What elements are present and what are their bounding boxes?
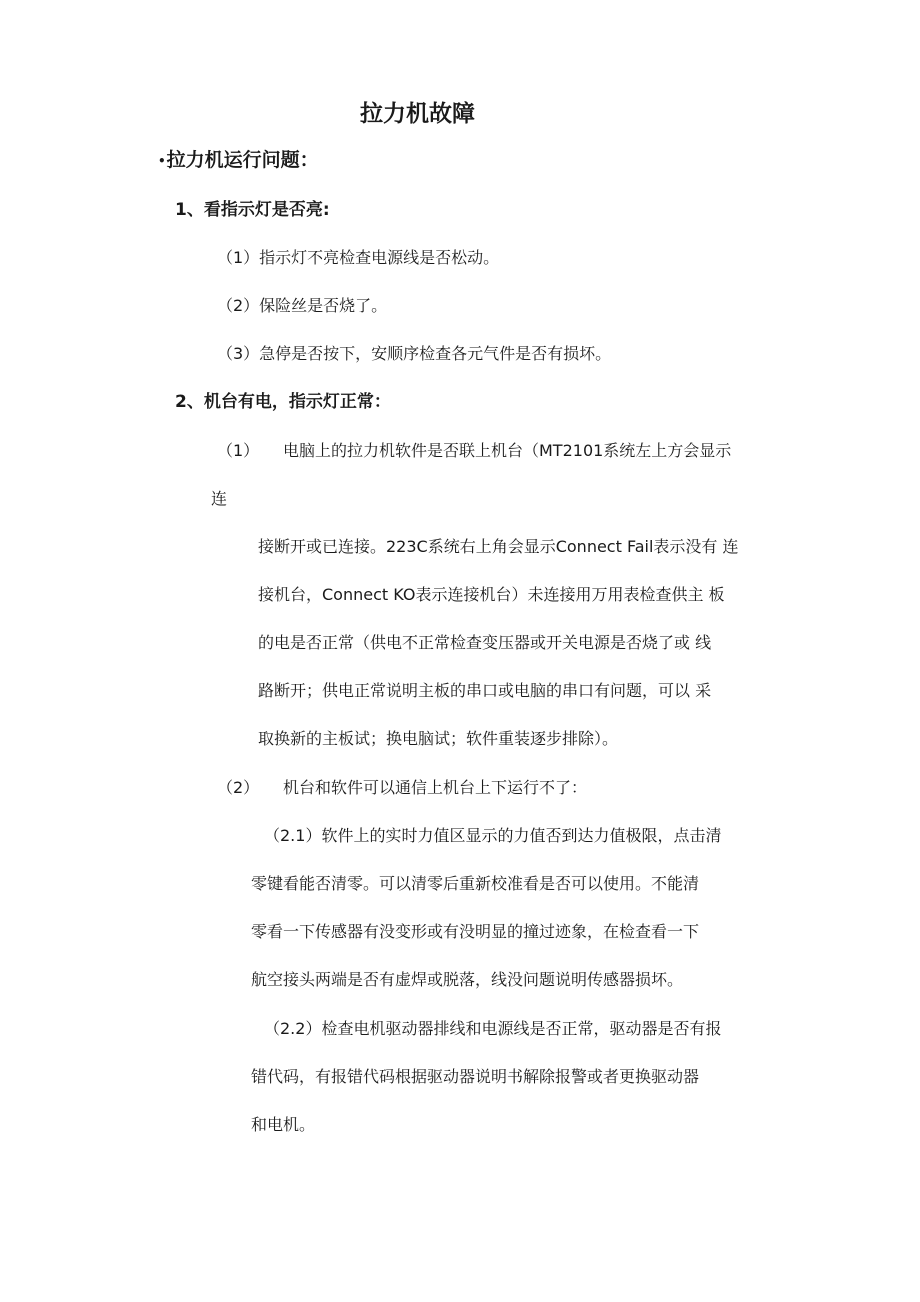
sub-item-2-1-line-4: 航空接头两端是否有虚焊或脱落，线没问题说明传感器损坏。 [251, 970, 684, 989]
document-title: 拉力机故障 [360, 101, 475, 127]
section-heading-text: 拉力机运行问题： [166, 149, 319, 171]
sub-item-2-1-line-3: 零看一下传感器有没变形或有没明显的撞过迹象，在检查看一下 [251, 922, 700, 941]
step-2-item-2 [217, 780, 587, 796]
step-1-item-2: （2）保险丝是否烧了。 [217, 296, 388, 315]
sub-item-2-2-line-2: 错代码，有报错代码根据驱动器说明书解除报警或者更换驱动器 [251, 1067, 700, 1086]
item-text: 机台和软件可以通信上机台上下运行不了： [283, 778, 588, 797]
step-2-item-1-line-5: 的电是否正常（供电不正常检查变压器或开关电源是否烧了或 线 [258, 633, 712, 652]
sub-item-2-1-line-2: 零键看能否清零。可以清零后重新校准看是否可以使用。不能清 [251, 874, 700, 893]
step-2-item-1-line-2: 连 [211, 489, 228, 508]
section-heading [158, 151, 319, 170]
sub-item-2-2-line-3: 和电机。 [251, 1115, 316, 1134]
step-1-heading: 1、看指示灯是否亮: [175, 200, 330, 220]
bullet-icon: • [158, 153, 166, 168]
sub-item-2-2-line-1: （2.2）检查电机驱动器排线和电源线是否正常，驱动器是否有报 [264, 1019, 722, 1038]
step-2-item-1-line-4: 接机台，Connect KO表示连接机台）未连接用万用表检查供主 板 [258, 585, 725, 604]
step-1-item-3: （3）急停是否按下，安顺序检查各元气件是否有损坏。 [217, 344, 612, 363]
step-2-item-1-line-1 [217, 443, 731, 459]
step-2-heading: 2、机台有电，指示灯正常： [175, 392, 391, 412]
step-2-item-1-line-6: 路断开；供电正常说明主板的串口或电脑的串口有问题，可以 采 [258, 681, 712, 700]
step-2-item-1-line-7: 取换新的主板试；换电脑试；软件重装逐步排除）。 [258, 729, 619, 748]
item-number: （2） [217, 778, 260, 797]
step-1-item-1: （1）指示灯不亮检查电源线是否松动。 [217, 248, 500, 267]
item-text: 电脑上的拉力机软件是否联上机台（MT2101系统左上方会显示 [283, 441, 732, 460]
sub-item-2-1-line-1: （2.1）软件上的实时力值区显示的力值否到达力值极限，点击清 [264, 826, 722, 845]
item-number: （1） [217, 441, 260, 460]
step-2-item-1-line-3: 接断开或已连接。223C系统右上角会显示Connect Fail表示没有 连 [258, 537, 739, 556]
